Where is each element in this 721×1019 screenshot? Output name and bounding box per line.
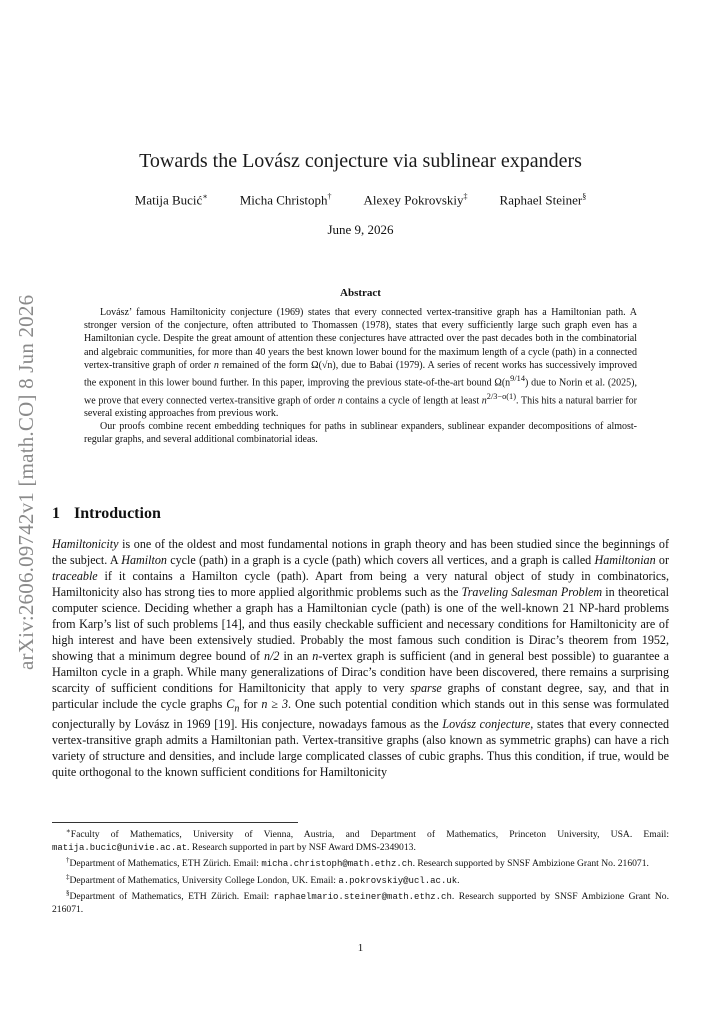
page-number: 1 xyxy=(357,942,364,954)
paper-title: Towards the Lovász conjecture via sublinear expanders xyxy=(139,150,582,172)
section-title: Introduction xyxy=(74,505,161,522)
body-paragraph: Hamiltonicity is one of the oldest and most fundamental notions in graph theory and has been studied since the beginnings of the subject. A Hamilton cycle (path) in a graph is a cycle (path) which covers all vertices, and a graph is called Hamiltonian or traceable if it contains a Hamilton cycle (path). Apart from being a very natural object of study in combinatorics, Hamiltonicity also has strong ties to more applied algorithmic problems such as the Traveling Salesman Problem in theoretical computer science. Deciding whether a graph has a Hamiltonian cycle (path) is one of the well-known 21 NP-hard problems from Karp’s list of such problems [14], and thus easily checkable sufficient and necessary conditions for Hamiltonicity are of high interest and have been extensively studied. Probably the most famous such condition is Dirac’s theorem from 1952, showing that a minimum degree bound of n/2 in an n-vertex graph is sufficient (and in general best possible) to guarantee a Hamilton cycle in a graph. While many generalizations of Dirac’s condition have been discovered, there remains a surprising scarcity of sufficient conditions for Hamiltonicity that apply to very sparse graphs of constant degree, say, and that in particular include the cycle graphs $C_n$ for n ≥ 3. One such potential condition which stands out in this sense was formulated conjecturally by Lovász in 1969 [19]. His conjecture, nowadays famous as the Lovász conjecture, states that every connected vertex-transitive graph admits a Hamiltonian path. Vertex-transitive graphs (also known as symmetric graphs) can have a rich variety of structure and densities, and include large complicated classes of cubic graphs. Thus this condition, if true, would be quite orthogonal to the known sufficient conditions for Hamiltonicity xyxy=(52,537,670,779)
email-link[interactable]: raphaelmario.steiner@math.ethz.ch xyxy=(273,892,452,903)
footnote: ∗Faculty of Mathematics, University of Vienna, Austria, and Department of Mathematics, Princeton University, USA. Email: matija.bucic@univie.ac.at. Research supported in part by NSF Award DMS-2349013. xyxy=(52,827,669,853)
abstract-paragraph: Lovász’ famous Hamiltonicity conjecture (1969) states that every connected vertex-transitive graph has a Hamiltonian path. A stronger version of the conjecture, often attributed to Thomassen (1978), states that every sufficiently large such graph even has a Hamiltonian cycle. Despite the great amount of attention these conjectures have attracted over the past decades both in the combinatorial and algebraic communities, for more than 40 years the best known lower bound for the maximum length of a cycle (path) in a connected vertex-transitive graph of order n remained of the form Ω(√n), due to Babai (1979). A series of recent works has successively improved the exponent in this lower bound further. In this paper, improving the previous state-of-the-art bound $\Omega(n^{9/14})$ due to Norin et al. (2025), we prove that every connected vertex-transitive graph of order n contains a cycle of length at least $n^{2/3-o(1)}$. This hits a natural barrier for several existing approaches from previous work. xyxy=(84,307,638,420)
email-link[interactable]: a.pokrovskiy@ucl.ac.uk xyxy=(338,875,458,886)
paper-date: June 9, 2026 xyxy=(327,222,394,237)
email-link[interactable]: matija.bucic@univie.ac.at xyxy=(52,842,188,853)
author-name: Micha Christoph xyxy=(239,192,328,208)
footnote: ‡Department of Mathematics, University College London, UK. Email: a.pokrovskiy@ucl.ac.uk. xyxy=(66,872,460,886)
author-name: Raphael Steiner xyxy=(499,192,583,208)
author-name: Matija Bucić xyxy=(134,192,203,208)
author xyxy=(135,192,208,208)
introduction-body xyxy=(52,537,669,781)
footnotes xyxy=(52,825,669,916)
abstract-heading: Abstract xyxy=(340,287,381,299)
author-name: Alexey Pokrovskiy xyxy=(363,192,464,208)
footnote: †Department of Mathematics, ETH Zürich. Email: micha.christoph@math.ethz.ch. Research supported by SNSF Ambizione Grant No. 216071. xyxy=(66,856,649,870)
author xyxy=(240,192,332,208)
footnote-divider xyxy=(52,822,298,823)
section-number: 1 xyxy=(52,505,60,522)
author-footnote-mark: § xyxy=(582,192,587,201)
email-link[interactable]: micha.christoph@math.ethz.ch xyxy=(261,859,413,870)
author-footnote-mark: ∗ xyxy=(202,192,208,201)
abstract-paragraph: Our proofs combine recent embedding techniques for paths in sublinear expanders, sublinear expander decompositions of almost-regular graphs, and several additional combinatorial ideas. xyxy=(84,421,637,446)
section-heading xyxy=(52,505,161,523)
author-footnote-mark: ‡ xyxy=(463,192,468,201)
footnote: §Department of Mathematics, ETH Zürich. Email: raphaelmario.steiner@math.ethz.ch. Research supported by SNSF Ambizione Grant No. 216071. xyxy=(52,889,669,915)
author-footnote-mark: † xyxy=(327,192,332,201)
author xyxy=(364,192,468,208)
author xyxy=(500,192,587,208)
author-list xyxy=(0,192,721,208)
abstract-body xyxy=(84,306,637,447)
arxiv-identifier: arXiv:2606.09742v1 [math.CO] 8 Jun 2026 xyxy=(14,294,38,670)
